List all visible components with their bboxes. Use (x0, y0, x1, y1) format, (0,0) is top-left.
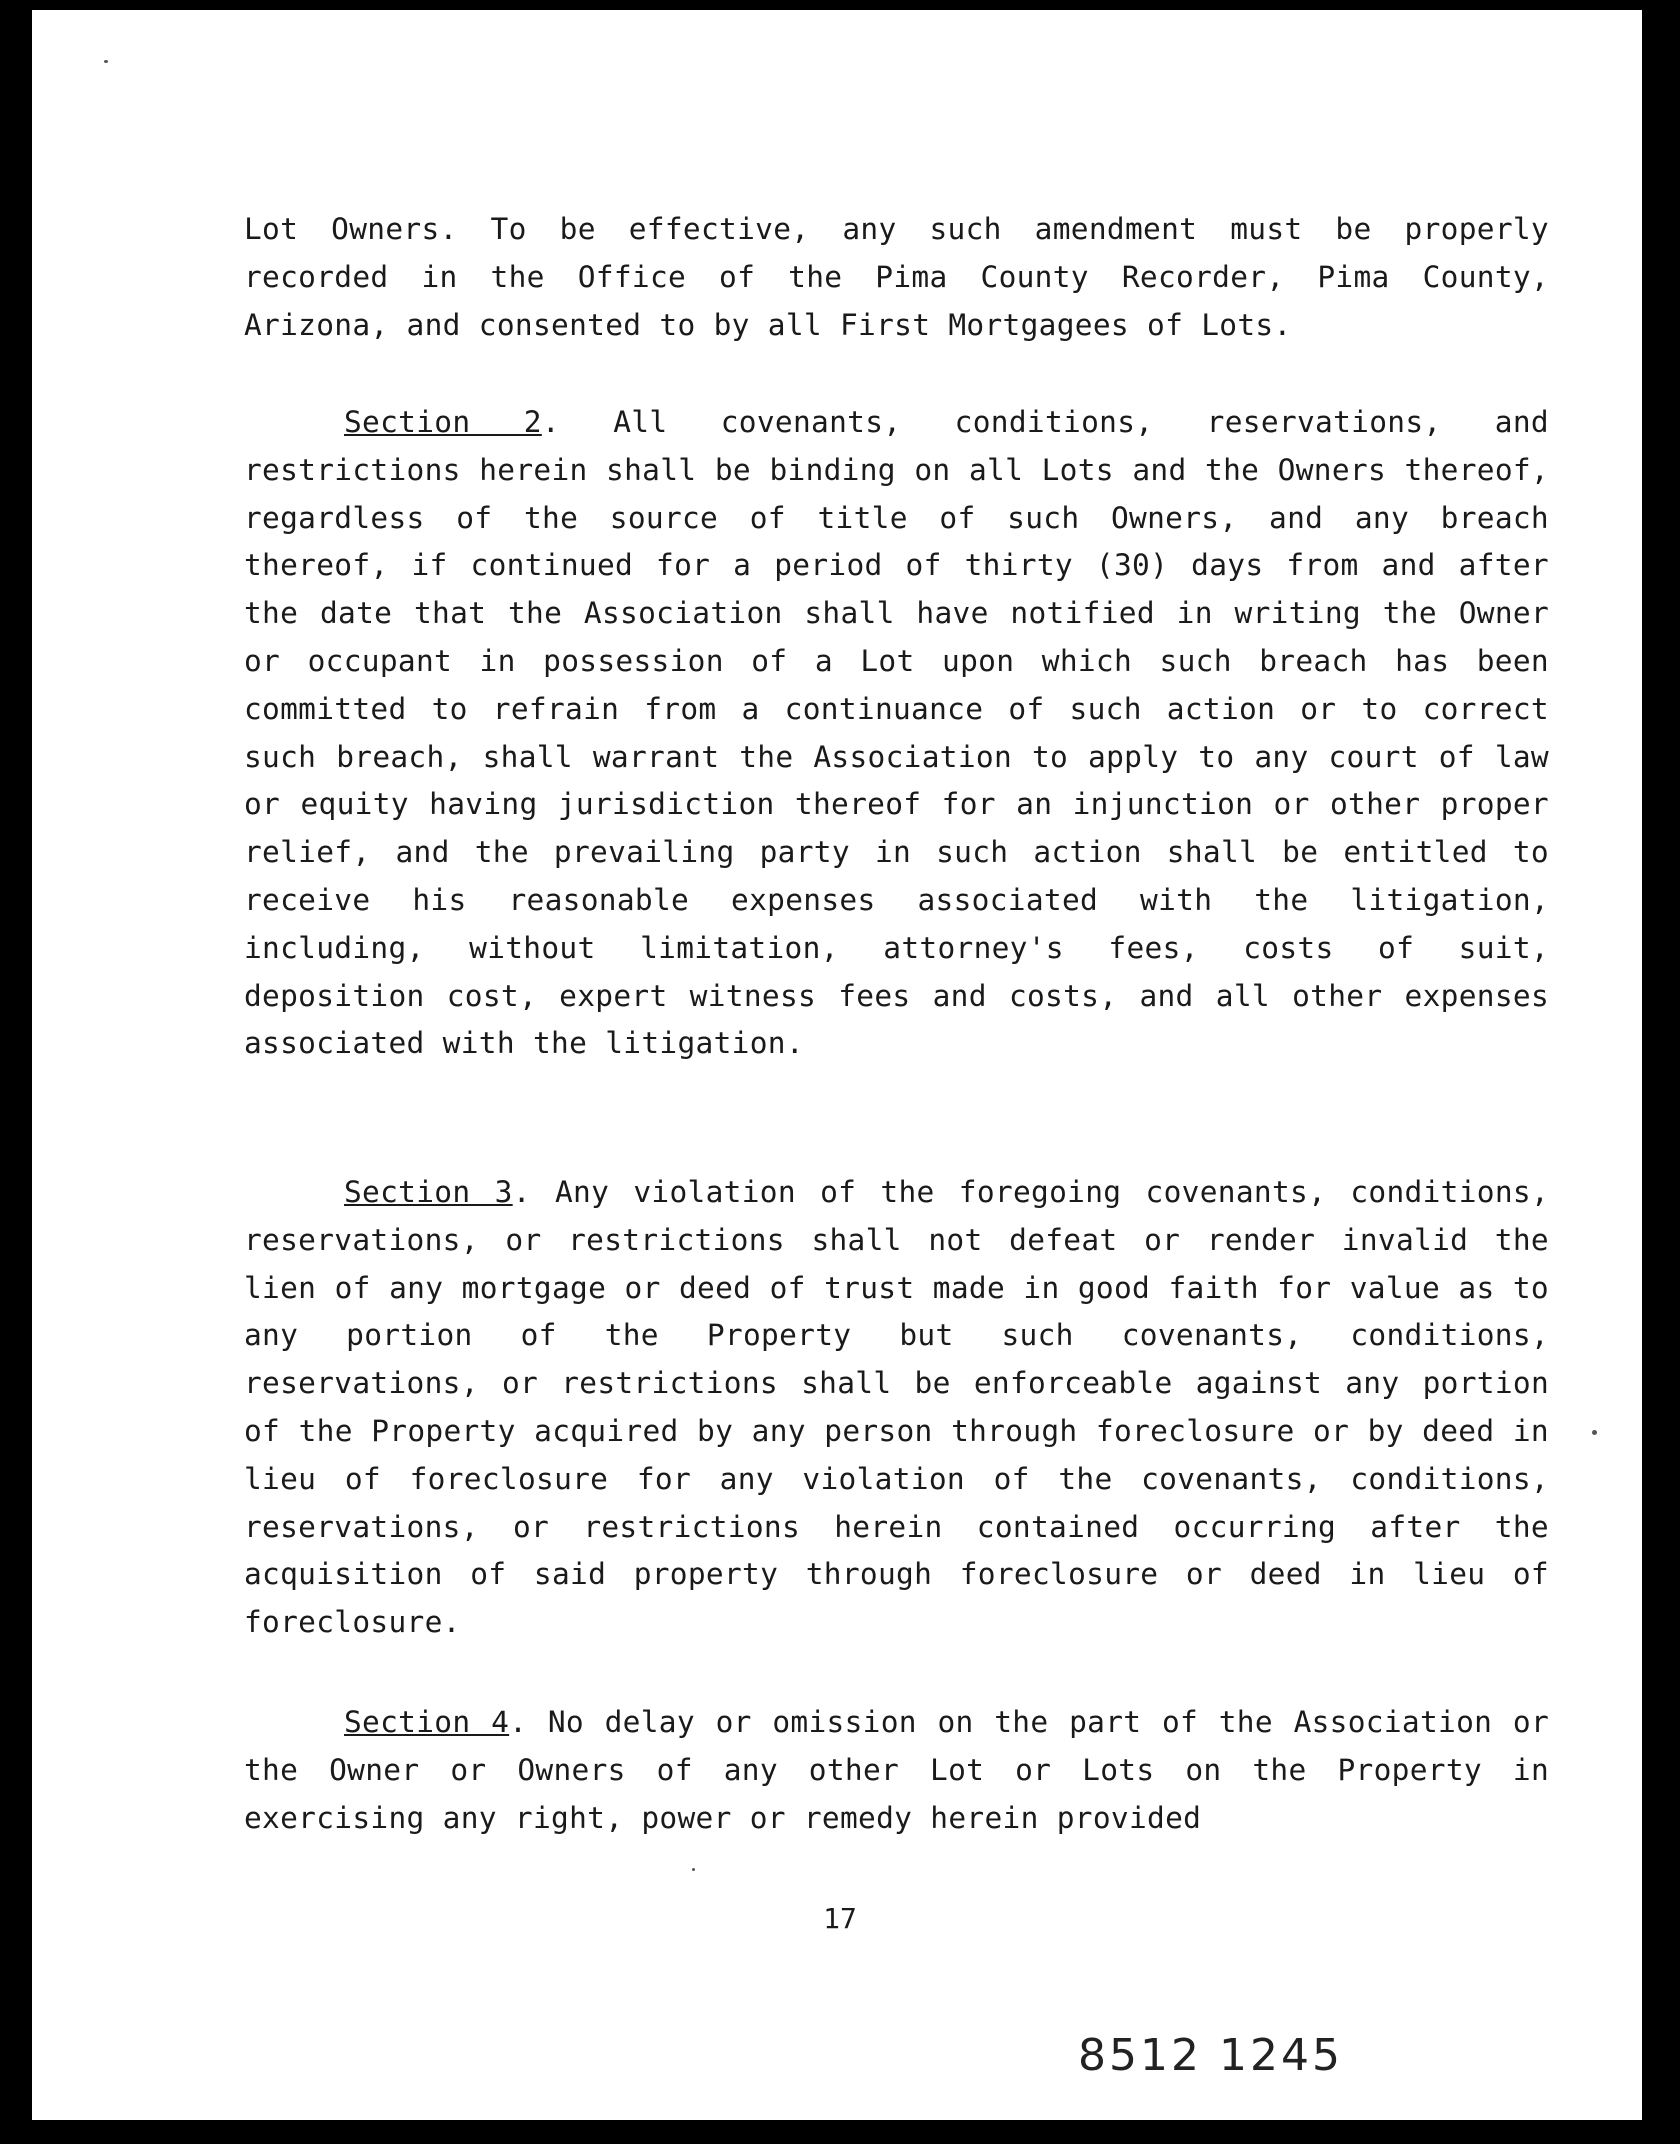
scan-speck (104, 60, 108, 63)
document-number: 8512 1245 (1078, 2030, 1343, 2081)
section-4-paragraph (244, 1699, 1549, 1842)
section-4-label: Section 4 (344, 1705, 510, 1739)
section-4-text: . No delay or omission on the part of the Association or the Owner or Owners of any other Lot or Lots on the Property in exercising any right, power or remedy herein provided (244, 1705, 1550, 1835)
scan-speck (692, 1868, 695, 1871)
section-2-label: Section 2 (344, 405, 542, 439)
document-page (32, 10, 1642, 2120)
section-3-text: . Any violation of the foregoing covenants, conditions, reservations, or restrictions shall not defeat or render invalid the lien of any mortgage or deed of trust made in good faith for value as to any portion of the Property but such covenants, conditions, reservations, or restrictions shall be enforceable against any portion of the Property acquired by any person through foreclosure or by deed in lieu of foreclosure for any violation of the covenants, conditions, reservations, or restrictions herein contained occurring after the acquisition of said property through foreclosure or deed in lieu of foreclosure. (244, 1175, 1549, 1640)
section-3-paragraph (244, 1169, 1549, 1647)
paragraph-intro (244, 206, 1549, 349)
section-2-text: . All covenants, conditions, reservations, and restrictions herein shall be binding on all Lots and the Owners thereof, regardless of the source of title of such Owners, and any breach thereof, if continued for a period of thirty (30) days from and after the date that the Association shall have notified in writing the Owner or occupant in possession of a Lot upon which such breach has been committed to refrain from a continuance of such action or to correct such breach, shall warrant the Association to apply to any court of law or equity having jurisdiction thereof for an injunction or other proper relief, and the prevailing party in such action shall be entitled to receive his reasonable expenses associated with the litigation, including, without limitation, attorney's fees, costs of suit, deposition cost, expert witness fees and costs, and all other expenses associated with the litigation. (244, 405, 1549, 1061)
section-3-label: Section 3 (344, 1175, 513, 1209)
page-number: 17 (823, 1902, 857, 1935)
section-2-paragraph (244, 399, 1549, 1068)
scan-speck (1592, 1430, 1597, 1435)
paragraph-intro-text: Lot Owners. To be effective, any such amendment must be properly recorded in the Office of the Pima County Recorder, Pima County, Arizona, and consented to by all First Mortgagees of Lots. (244, 212, 1549, 342)
